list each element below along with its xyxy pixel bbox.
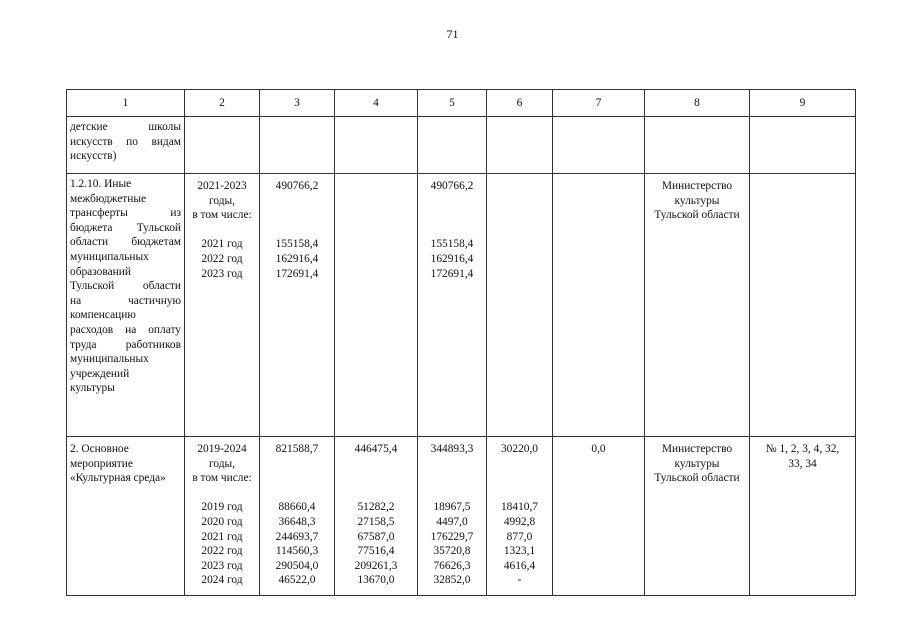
amount-value: 162916,4 xyxy=(430,252,474,265)
amount-value: 155158,4 xyxy=(430,238,474,251)
amount-value: 172691,4 xyxy=(275,267,319,280)
header-cell: 6 xyxy=(487,90,553,117)
period-line: 2021 год xyxy=(201,530,243,543)
empty-cell xyxy=(418,117,487,174)
table-row-main-measure-2 xyxy=(67,437,856,596)
header-cell: 8 xyxy=(645,90,750,117)
amount-value: 27158,5 xyxy=(357,515,395,528)
amount-cell xyxy=(487,437,553,596)
amount-value: 114560,3 xyxy=(275,545,319,558)
text-line: искусств по видам xyxy=(70,135,181,148)
indicators-line: 33, 34 xyxy=(788,457,817,470)
responsible-line: культуры xyxy=(674,457,720,470)
amount-cell xyxy=(553,437,645,596)
period-line: 2020 год xyxy=(201,515,243,528)
amount-value: 344893,3 xyxy=(430,443,474,455)
responsible-line: Тульской области xyxy=(654,472,740,485)
period-line: 2021-2023 xyxy=(197,180,247,192)
text-line: 2. Основное xyxy=(70,443,129,455)
period-cell xyxy=(185,437,260,596)
empty-cell xyxy=(645,117,750,174)
amount-cell xyxy=(335,437,418,596)
amount-value: 35720,8 xyxy=(433,545,471,558)
empty-cell xyxy=(335,174,418,437)
amount-value: 877,0 xyxy=(506,530,533,543)
amount-value: 821588,7 xyxy=(275,443,319,455)
amount-value: 446475,4 xyxy=(354,443,398,455)
amount-value: 51282,2 xyxy=(357,501,395,514)
amount-value: 176229,7 xyxy=(430,530,474,543)
amount-value: 88660,4 xyxy=(278,501,316,514)
amount-value: 4497,0 xyxy=(436,515,468,528)
amount-value: 30220,0 xyxy=(500,443,539,455)
measure-name-cell xyxy=(67,117,185,174)
amount-value: 172691,4 xyxy=(430,267,474,280)
period-line: годы, xyxy=(208,457,236,470)
amount-value: 46522,0 xyxy=(278,574,316,587)
amount-value: 490766,2 xyxy=(275,180,319,192)
indicators-cell xyxy=(750,437,856,596)
text-line: межбюджетные xyxy=(70,192,147,205)
amount-value: 155158,4 xyxy=(275,238,319,251)
text-line: муниципальных xyxy=(70,353,149,366)
empty-cell xyxy=(553,117,645,174)
amount-cell xyxy=(418,174,487,437)
header-cell: 1 xyxy=(67,90,185,117)
amount-value: 18410,7 xyxy=(500,501,539,514)
amount-value: 162916,4 xyxy=(275,252,319,265)
text-line: компенсацию xyxy=(70,309,136,322)
text-line: бюджета Тульской xyxy=(70,221,181,234)
text-line: образований xyxy=(70,265,131,278)
text-line: области бюджетам xyxy=(70,236,181,249)
amount-value: 490766,2 xyxy=(430,180,474,192)
period-line: в том числе: xyxy=(192,472,252,485)
empty-cell xyxy=(185,117,260,174)
empty-cell xyxy=(553,174,645,437)
empty-cell xyxy=(750,174,856,437)
text-line: «Культурная среда» xyxy=(70,472,166,485)
page-number: 71 xyxy=(446,27,459,41)
program-table xyxy=(66,89,856,596)
period-line: годы, xyxy=(208,194,236,207)
amount-value: 0,0 xyxy=(591,443,606,455)
text-line: искусств) xyxy=(70,150,117,163)
empty-cell xyxy=(335,117,418,174)
period-line: 2022 год xyxy=(201,252,243,265)
header-row xyxy=(67,90,856,117)
text-line: расходов на оплату xyxy=(70,323,181,336)
period-line: 2022 год xyxy=(201,545,243,558)
amount-value: 32852,0 xyxy=(433,574,471,587)
header-cell: 9 xyxy=(750,90,856,117)
measure-name-cell xyxy=(67,174,185,437)
amount-value: 77516,4 xyxy=(357,545,395,558)
header-cell: 2 xyxy=(185,90,260,117)
responsible-cell xyxy=(645,174,750,437)
header-cell: 7 xyxy=(553,90,645,117)
text-line: мероприятие xyxy=(70,457,133,470)
text-line: детские школы xyxy=(70,121,181,133)
empty-cell xyxy=(487,117,553,174)
amount-value: 36648,3 xyxy=(278,515,316,528)
header-cell: 3 xyxy=(260,90,335,117)
text-line: труда работников xyxy=(70,338,181,351)
header-cell: 4 xyxy=(335,90,418,117)
period-line: 2019 год xyxy=(201,501,243,514)
table-row-continuation xyxy=(67,117,856,174)
empty-cell xyxy=(750,117,856,174)
responsible-line: Министерство xyxy=(661,180,733,192)
total-amount-cell xyxy=(260,174,335,437)
text-line: учреждений xyxy=(70,367,130,380)
text-line: на частичную xyxy=(70,294,181,307)
responsible-line: Министерство xyxy=(661,443,733,455)
header-cell: 5 xyxy=(418,90,487,117)
empty-cell xyxy=(487,174,553,437)
amount-value: 67587,0 xyxy=(357,530,395,543)
amount-value: 18967,5 xyxy=(433,501,471,514)
amount-value: - xyxy=(517,574,522,587)
indicators-line: № 1, 2, 3, 4, 32, xyxy=(765,443,840,455)
text-line: 1.2.10. Иные xyxy=(70,178,132,190)
responsible-line: культуры xyxy=(674,194,720,207)
period-line: 2019-2024 xyxy=(197,443,247,455)
amount-cell xyxy=(418,437,487,596)
period-line: 2023 год xyxy=(201,559,243,572)
amount-value: 1323,1 xyxy=(503,545,536,558)
period-line: 2024 год xyxy=(201,574,243,587)
amount-value: 244693,7 xyxy=(275,530,319,543)
amount-value: 209261,3 xyxy=(354,559,398,572)
amount-value: 4616,4 xyxy=(503,559,536,572)
text-line: Тульской области xyxy=(70,280,181,293)
responsible-line: Тульской области xyxy=(654,209,740,222)
empty-cell xyxy=(260,117,335,174)
amount-value: 4992,8 xyxy=(503,515,536,528)
measure-name-cell xyxy=(67,437,185,596)
text-line: трансферты из xyxy=(70,207,181,220)
text-line: культуры xyxy=(70,382,115,395)
amount-value: 290504,0 xyxy=(275,559,319,572)
amount-value: 76626,3 xyxy=(433,559,471,572)
period-cell xyxy=(185,174,260,437)
text-line: муниципальных xyxy=(70,250,149,263)
period-line: 2021 год xyxy=(201,238,243,251)
amount-value: 13670,0 xyxy=(357,574,395,587)
total-amount-cell xyxy=(260,437,335,596)
period-line: в том числе: xyxy=(192,209,252,222)
table-row-1-2-10 xyxy=(67,174,856,437)
responsible-cell xyxy=(645,437,750,596)
period-line: 2023 год xyxy=(201,267,243,280)
